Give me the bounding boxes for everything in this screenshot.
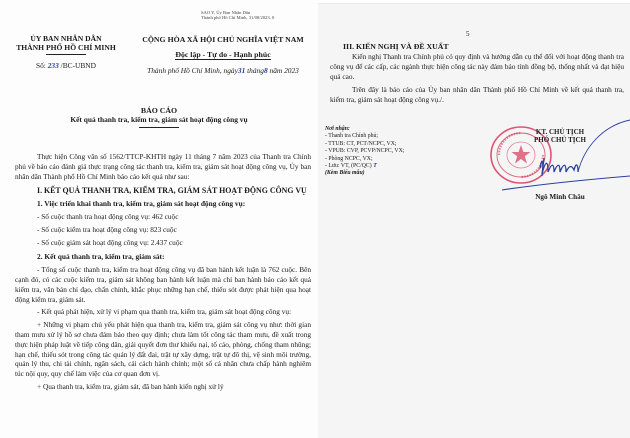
attachment-note: (Kèm Biểu mẫu) — [325, 170, 365, 177]
document-date — [128, 66, 318, 75]
title-main: BÁO CÁO — [140, 106, 178, 115]
signatory-title-line-1: KT. CHỦ TỊCH — [535, 128, 585, 136]
section-1-heading: I. KẾT QUẢ THANH TRA, KIỂM TRA, GIÁM SÁT HOẠT ĐỘNG CÔNG VỤ — [37, 186, 307, 196]
copy-stamp — [201, 10, 274, 21]
authority-line-2: THÀNH PHỐ HỒ CHÍ MINH — [16, 43, 116, 52]
page-number: 5 — [466, 30, 470, 38]
national-motto: Độc lập - Tự do - Hạnh phúc — [175, 50, 271, 59]
authority-divider — [46, 54, 86, 55]
copy-stamp-line-2: Thành phố Hồ Chí Minh, 31/08/2023, 0 — [201, 15, 275, 21]
subsection-2-heading: 2. Kết quả thanh tra, kiểm tra, giám sát: — [37, 251, 165, 261]
date-suffix: năm 2023 — [267, 66, 299, 75]
number-prefix: Số: — [36, 61, 48, 70]
subsection-1-heading: 1. Việc triển khai thanh tra, kiểm tra, giám sát hoạt động công vụ: — [37, 198, 246, 208]
document-body-left — [15, 152, 311, 392]
number-suffix: /BC-UBND — [58, 61, 96, 70]
issuing-authority — [10, 34, 122, 70]
recipient-item: - Phòng NCPC, VX; — [325, 155, 373, 162]
stat-supervisions: - Số cuộc giám sát hoạt động công vụ: 2.437 cuộc — [37, 238, 183, 248]
title-divider — [139, 127, 179, 128]
document-body-right — [330, 42, 624, 105]
results-paragraph-2: - Kết quả phát hiện, xử lý vi phạm qua thanh tra, kiểm tra, giám sát hoạt động công vụ: — [37, 307, 292, 317]
results-paragraph-3: + Những vi phạm chủ yếu phát hiện qua thanh tra, kiểm tra, giám sát công vụ như: thời gian tham mưu xử lý hồ sơ chưa đảm bảo theo quy định; chưa làm tốt công tác tham mưu, đề xuất trong thực hiện pháp luật về tiếp công dân, giải quyết đơn thư khiếu nại, tố cáo, phòng, chống tham nhũng; hạn chế, thiếu sót trong công tác quản lý đất đai, trật tự xây dựng, trật tự đô thị, vệ sinh môi trường, quản lý thu, chi tài chính, ngân sách, cải cách hành chính; một số cá nhân chưa chấp hành nghiêm túc nội quy, quy chế làm việc của cơ quan đơn vị. — [15, 320, 311, 379]
results-paragraph-1: - Tổng số cuộc thanh tra, kiểm tra hoạt động công vụ đã ban hành kết luận là 762 cuộc. Bên cạnh đó, có các cuộc kiểm tra, giám sát không ban hành kết luận mà chỉ ban hành báo cáo kết quả kiểm tra, văn bản chỉ đạo, chấn chỉnh, khắc phục những hạn chế, thiếu sót được phát hiện qua hoạt động kiểm tra, giám sát. — [15, 265, 311, 304]
recipient-item: - VPUB: CVP, PCVP/NCPC, VX; — [325, 148, 405, 155]
document-number — [10, 61, 122, 70]
signer-name: Ngô Minh Châu — [535, 193, 585, 201]
closing-paragraph: Trên đây là báo cáo của Ủy ban nhân dân Thành phố Hồ Chí Minh về kết quả thanh tra, kiểm tra, giám sát hoạt động công vụ./. — [330, 85, 624, 105]
signatory-title-line-2: PHÓ CHỦ TỊCH — [534, 136, 586, 145]
archive-text: - Lưu: VT, (PC/QC) — [325, 163, 374, 170]
stat-checks: - Số cuộc kiểm tra hoạt động công vụ: 823 cuộc — [37, 225, 177, 235]
recommendation-paragraph: Kiến nghị Thanh tra Chính phủ có quy định và hướng dẫn cụ thể đối với hoạt động thanh tra công vụ để các cấp, các ngành thực hiện công tác này đảm bảo tính đồng bộ, thống nhất và đạt hiệu quả cao. — [330, 52, 624, 81]
national-header — [128, 35, 318, 75]
intro-paragraph: Thực hiện Công văn số 1562/TTCP-KHTH ngày 11 tháng 7 năm 2023 của Thanh tra Chính phủ về báo cáo đánh giá thực trạng công tác thanh tra, kiểm tra, giám sát hoạt động công vụ, Ủy ban nhân dân Thành phố Hồ Chí Minh báo cáo kết quả như sau: — [15, 152, 311, 181]
results-paragraph-4-cut: + Qua thanh tra, kiểm tra, giám sát, đã ban hành kiến nghị xử lý — [37, 381, 224, 391]
copy-stamp-line-1: SAO Y, Ủy Ban Nhân Dân — [201, 10, 251, 15]
recipient-item: - TTUB: CT, PCT/NCPC, VX; — [325, 140, 397, 147]
document-title — [0, 106, 318, 128]
date-prefix: Thành phố Hồ Chí Minh, ngày — [147, 66, 238, 75]
title-subtitle: Kết quả thanh tra, kiểm tra, giám sát hoạt động công vụ — [70, 115, 248, 124]
archive-mark: T — [373, 163, 377, 170]
document-page-right — [318, 3, 630, 438]
authority-line-1: ỦY BAN NHÂN DÂN — [30, 34, 102, 43]
signature-block — [482, 118, 630, 238]
date-day: 31 — [237, 66, 246, 75]
date-mid: tháng — [245, 66, 264, 75]
section-3-heading: III. KIẾN NGHỊ VÀ ĐỀ XUẤT — [343, 42, 449, 51]
recipients-title: Nơi nhận: — [325, 126, 350, 132]
number-value: 233 — [47, 61, 59, 70]
national-title: CỘNG HÒA XÃ HỘI CHỦ NGHĨA VIỆT NAM — [142, 35, 304, 44]
stat-inspections: - Số cuộc thanh tra hoạt động công vụ: 462 cuộc — [37, 212, 179, 222]
date-month: 8 — [263, 66, 268, 75]
recipient-item: - Thanh tra Chính phủ; — [325, 133, 379, 140]
recipients-block — [325, 126, 465, 178]
